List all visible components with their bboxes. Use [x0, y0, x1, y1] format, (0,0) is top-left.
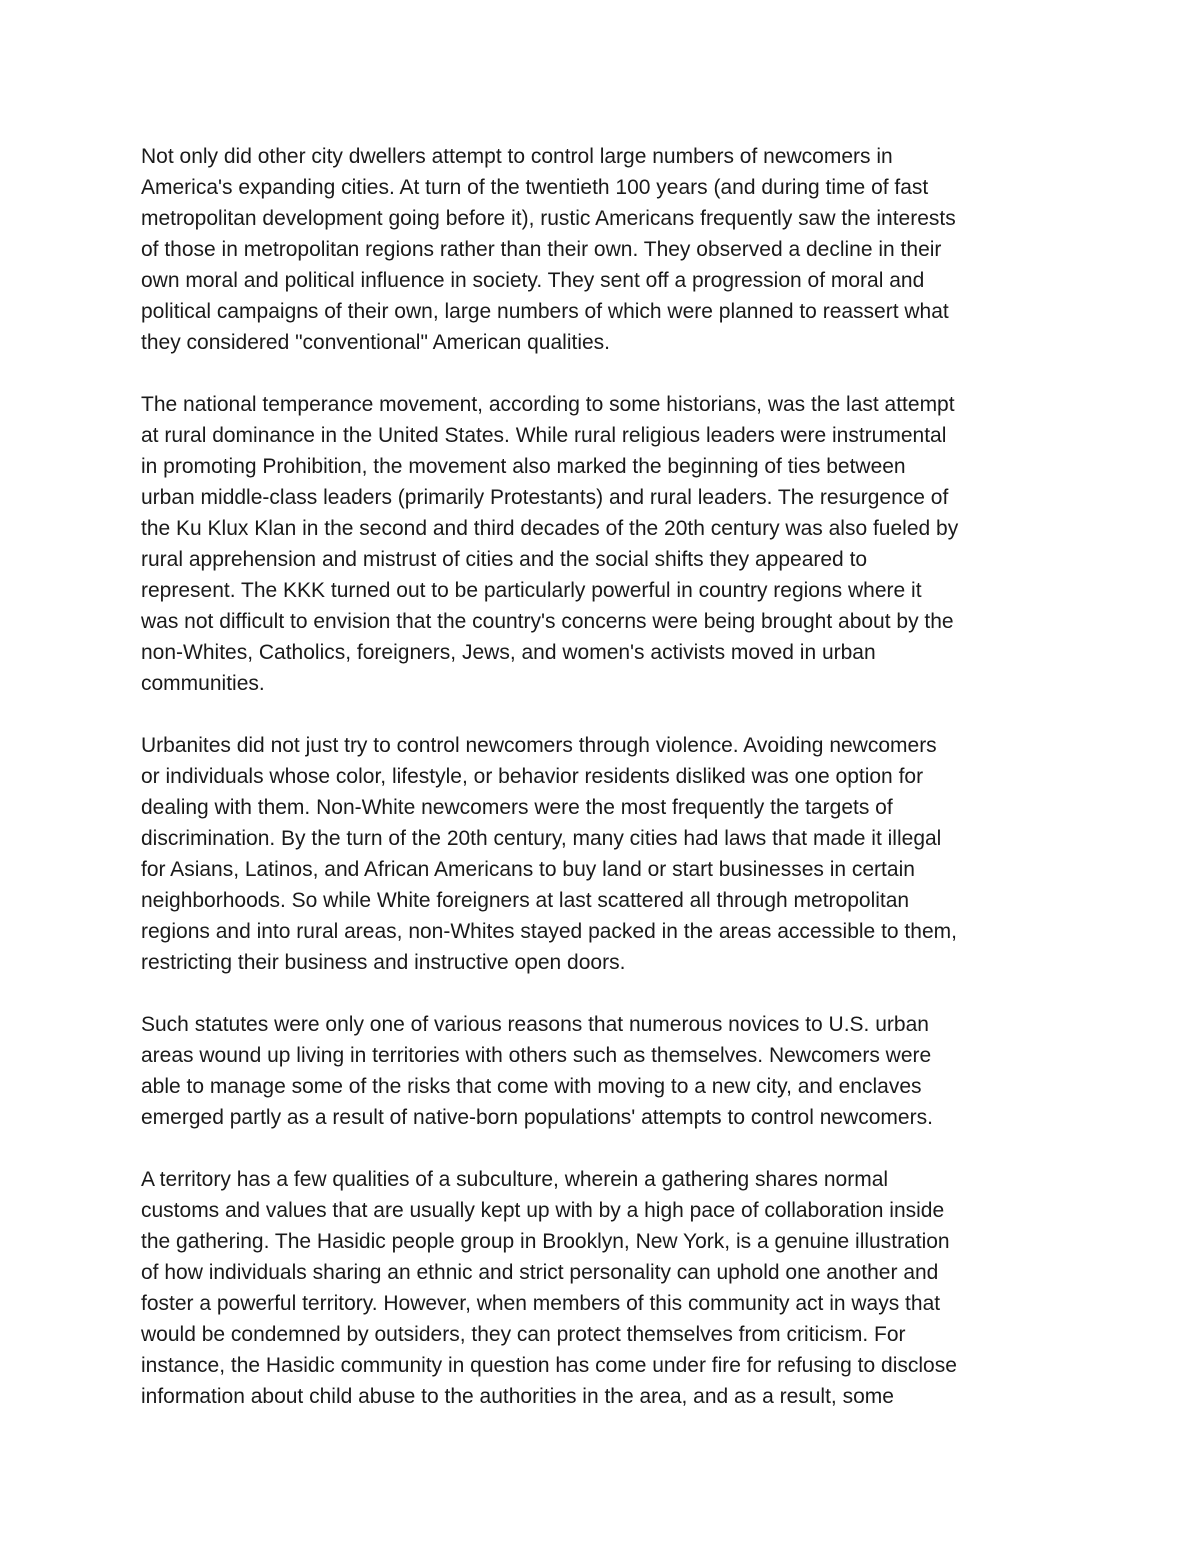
text-line: instance, the Hasidic community in question has come under fire for refusing to disclose — [141, 1354, 957, 1377]
text-line: Such statutes were only one of various reasons that numerous novices to U.S. urban — [141, 1013, 929, 1036]
text-line: political campaigns of their own, large numbers of which were planned to reassert what — [141, 300, 949, 323]
text-line: own moral and political influence in society. They sent off a progression of moral and — [141, 269, 925, 292]
text-line: discrimination. By the turn of the 20th century, many cities had laws that made it illegal — [141, 827, 942, 850]
text-line: in promoting Prohibition, the movement also marked the beginning of ties between — [141, 455, 906, 478]
text-line: Urbanites did not just try to control newcomers through violence. Avoiding newcomers — [141, 734, 937, 757]
text-line: of how individuals sharing an ethnic and strict personality can uphold one another and — [141, 1261, 939, 1284]
text-line: the Ku Klux Klan in the second and third decades of the 20th century was also fueled by — [141, 517, 959, 540]
paragraph-5 — [141, 1164, 1071, 1412]
text-line: at rural dominance in the United States. While rural religious leaders were instrumental — [141, 424, 947, 447]
text-line: able to manage some of the risks that come with moving to a new city, and enclaves — [141, 1075, 922, 1098]
text-line: non-Whites, Catholics, foreigners, Jews, and women's activists moved in urban — [141, 641, 876, 664]
text-line: regions and into rural areas, non-Whites stayed packed in the areas accessible to them, — [141, 920, 957, 943]
text-line: or individuals whose color, lifestyle, or behavior residents disliked was one option for — [141, 765, 924, 788]
text-line: restricting their business and instructive open doors. — [141, 951, 626, 974]
text-line: for Asians, Latinos, and African Americans to buy land or start businesses in certain — [141, 858, 915, 881]
text-line: Not only did other city dwellers attempt to control large numbers of newcomers in — [141, 145, 893, 168]
paragraph-2 — [141, 389, 1071, 699]
text-line: foster a powerful territory. However, when members of this community act in ways that — [141, 1292, 941, 1315]
paragraph-4 — [141, 1009, 1071, 1133]
text-line: communities. — [141, 672, 265, 695]
text-line: The national temperance movement, according to some historians, was the last attempt — [141, 393, 955, 416]
paragraph-3 — [141, 730, 1071, 978]
text-line: A territory has a few qualities of a subculture, wherein a gathering shares normal — [141, 1168, 889, 1191]
text-line: information about child abuse to the authorities in the area, and as a result, some — [141, 1385, 894, 1408]
paragraph-1 — [141, 141, 1071, 358]
text-line: of those in metropolitan regions rather than their own. They observed a decline in their — [141, 238, 942, 261]
text-line: would be condemned by outsiders, they can protect themselves from criticism. For — [141, 1323, 906, 1346]
text-line: was not difficult to envision that the country's concerns were being brought about by the — [141, 610, 954, 633]
text-line: neighborhoods. So while White foreigners at last scattered all through metropolitan — [141, 889, 910, 912]
text-line: areas wound up living in territories with others such as themselves. Newcomers were — [141, 1044, 932, 1067]
text-line: they considered "conventional" American qualities. — [141, 331, 611, 354]
text-line: customs and values that are usually kept up with by a high pace of collaboration inside — [141, 1199, 945, 1222]
text-line: represent. The KKK turned out to be particularly powerful in country regions where it — [141, 579, 922, 602]
text-line: emerged partly as a result of native-born populations' attempts to control newcomers. — [141, 1106, 933, 1129]
text-line: America's expanding cities. At turn of the twentieth 100 years (and during time of fast — [141, 176, 929, 199]
text-line: urban middle-class leaders (primarily Protestants) and rural leaders. The resurgence of — [141, 486, 949, 509]
text-line: metropolitan development going before it), rustic Americans frequently saw the interests — [141, 207, 956, 230]
document-body — [141, 141, 1071, 1443]
text-line: dealing with them. Non-White newcomers were the most frequently the targets of — [141, 796, 893, 819]
text-line: the gathering. The Hasidic people group in Brooklyn, New York, is a genuine illustration — [141, 1230, 950, 1253]
text-line: rural apprehension and mistrust of cities and the social shifts they appeared to — [141, 548, 868, 571]
